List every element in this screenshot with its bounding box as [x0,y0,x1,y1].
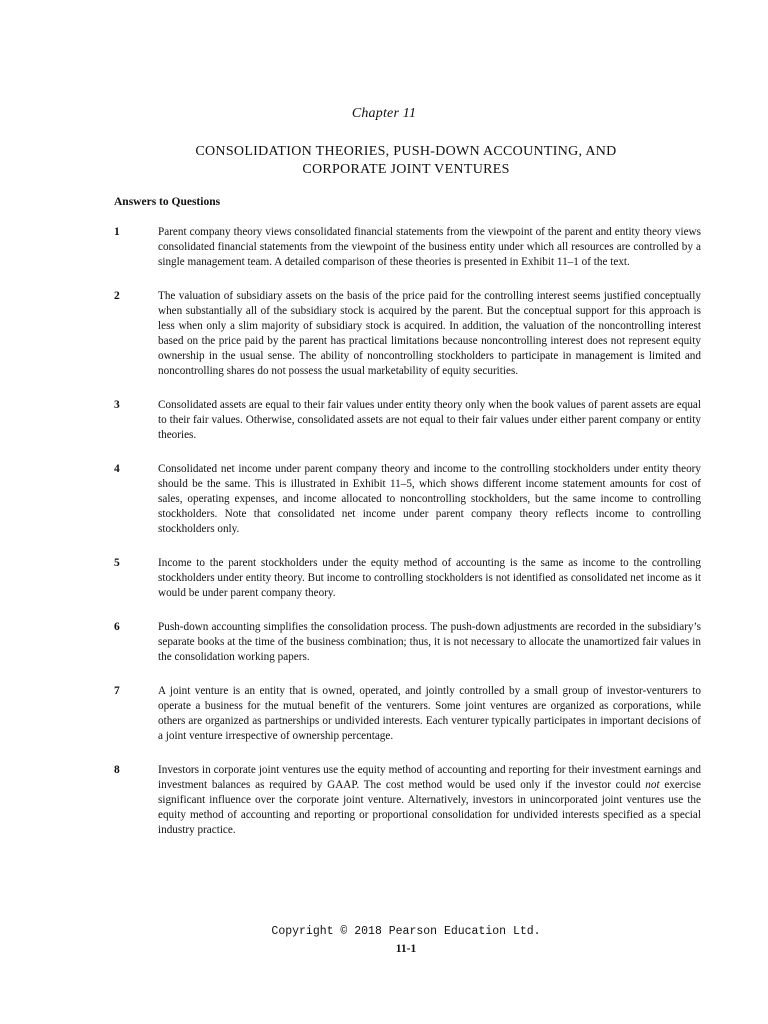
answer-number: 4 [114,463,120,475]
answer-number: 5 [114,557,120,569]
answer-item-4 [114,462,701,537]
answer-item-5 [114,556,701,601]
answer-text: Consolidated net income under parent company theory and income to the controlling stockholders under entity theory should be the same. This is illustrated in Exhibit 11–5, which shows different income statement amounts for cost of sales, operating expenses, and income allocated to noncontrolling stockholders, but the same income to controlling stockholders. Note that consolidated net income under parent company theory reflects income to controlling stockholders only. [158,463,701,535]
answer-item-8 [114,763,701,838]
chapter-label: Chapter 11 [351,106,417,121]
answers-list [114,225,701,857]
footer-copyright: Copyright © 2018 Pearson Education Ltd. [271,925,541,938]
answer-text: Consolidated assets are equal to their fair values under entity theory only when the book values of parent assets are equal to their fair values. Otherwise, consolidated assets are not equal to their fair values under either parent company or entity theories. [158,399,701,441]
answer-text: A joint venture is an entity that is owned, operated, and jointly controlled by a small group of investor-venturers to operate a business for the mutual benefit of the venturers. Some joint ventures are organized as corporations, while others are organized as partnerships or undivided interests. Each venturer typically participates in important decisions of a joint venture irrespective of ownership percentage. [158,685,701,742]
answer-item-3 [114,398,701,443]
footer-page-number: 11-1 [395,943,417,955]
answer-text-part: Investors in corporate joint ventures use the equity method of accounting and reporting for their investment earnings and investment balances as required by GAAP. The cost method would be used only if the investor could [158,764,701,791]
chapter-title-line-2: CORPORATE JOINT VENTURES [302,162,510,177]
answer-number: 6 [114,621,120,633]
answer-number: 1 [114,226,120,238]
answer-number: 8 [114,764,120,776]
chapter-title [0,143,768,179]
answer-text: The valuation of subsidiary assets on the basis of the price paid for the controlling interest seems justified conceptually when substantially all of the subsidiary stock is acquired by the parent. But the conceptual support for this approach is less when only a slim majority of subsidiary stock is acquired. In addition, the valuation of the noncontrolling interest based on the price paid by the parent has practical limitations because noncontrolling interest does not represent equity ownership in the usual sense. The ability of noncontrolling stockholders to participate in management is limited and noncontrolling shares do not possess the usual marketability of equity securities. [158,290,701,377]
answer-number: 3 [114,399,120,411]
answer-item-6 [114,620,701,665]
answer-item-1 [114,225,701,270]
answer-text: Income to the parent stockholders under the equity method of accounting is the same as income to the controlling stockholders under entity theory. But income to controlling stockholders is not identified as consolidated net income as it would be under parent company theory. [158,557,701,599]
answer-number: 7 [114,685,120,697]
answer-text-emphasis: not [645,779,660,791]
answer-number: 2 [114,290,120,302]
chapter-title-line-1: CONSOLIDATION THEORIES, PUSH-DOWN ACCOUNTING, AND [195,144,617,159]
answer-text [158,763,701,838]
answer-text-part: exercise significant influence over the corporate joint venture. Alternatively, investors in unincorporated joint ventures use the equity method of accounting and reporting or proportional consolidation for undivided interests specified as a special industry practice. [158,779,701,836]
section-heading: Answers to Questions [114,196,221,208]
answer-item-7 [114,684,701,744]
answer-text: Push-down accounting simplifies the consolidation process. The push-down adjustments are recorded in the subsidiary’s separate books at the time of the business combination; thus, it is not necessary to allocate the unamortized fair values in the consolidation working papers. [158,621,701,663]
answer-text: Parent company theory views consolidated financial statements from the viewpoint of the parent and entity theory views consolidated financial statements from the viewpoint of the business entity under which all resources are controlled by a single management team. A detailed comparison of these theories is presented in Exhibit 11–1 of the text. [158,226,701,268]
answer-item-2 [114,289,701,379]
